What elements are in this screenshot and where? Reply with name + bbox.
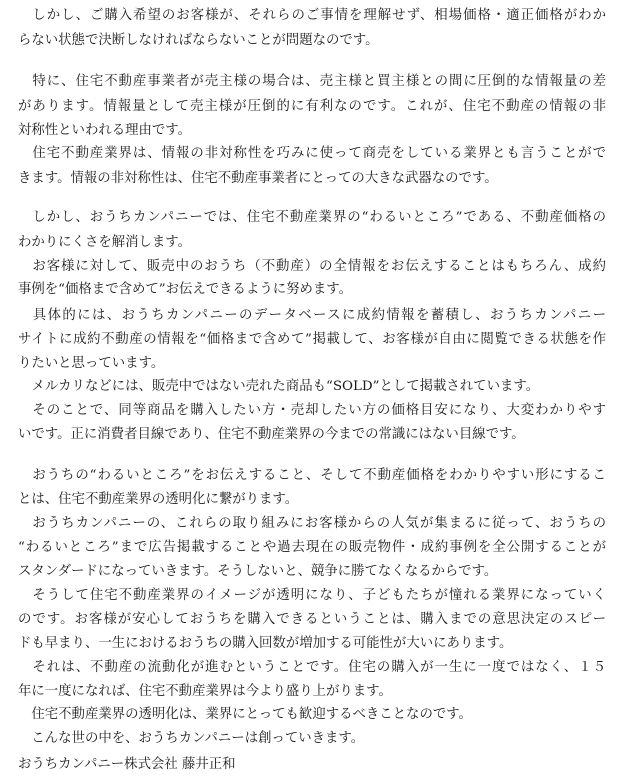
- text-line: お客様に対して、販売中のおうち（不動産）の全情報をお伝えすることはもちろん、成約: [18, 259, 606, 274]
- text-line: “わるいところ”まで広告掲載することや過去現在の販売物件・成約事例を全公開することが: [18, 540, 606, 555]
- text-line: こんな世の中を、おうちカンパニーは創っていきます。: [18, 731, 365, 746]
- text-line: わかりにくさを解消します。: [18, 235, 192, 250]
- text-line: ドも早まり、一生におけるおうちの購入回数が増加する可能性が大いにあります。: [18, 636, 513, 651]
- text-line: 対称性といわれる理由です。: [18, 123, 192, 138]
- text-line: とは、住宅不動産業界の透明化に繋がります。: [18, 492, 299, 507]
- text-line: そうして住宅不動産業界のイメージが透明になり、子どもたちが憧れる業界になっていく: [18, 588, 606, 603]
- text-line: 住宅不動産業界の透明化は、業界にとっても歓迎するべきことなのです。: [18, 707, 472, 722]
- text-line: らない状態で決断しなければならないことが問題なのです。: [18, 33, 379, 48]
- text-line: そのことで、同等商品を購入したい方・売却したい方の価格目安になり、大変わかりやす: [18, 403, 606, 418]
- text-line: のです。お客様が安心しておうちを購入できるということは、購入までの意思決定のスピー: [18, 612, 606, 627]
- text-line: きます。情報の非対称性は、住宅不動産事業者にとっての大きな武器なのです。: [18, 171, 498, 186]
- text-line: おうちの“わるいところ”をお伝えすること、そして不動産価格をわかりやすい形にするこ: [18, 468, 606, 483]
- text-line: しかし、ご購入希望のお客様が、それらのご事情を理解せず、相場価格・適正価格がわか: [18, 8, 606, 23]
- text-line: 事例を“価格まで含めて”お伝えできるように努めます。: [18, 282, 352, 297]
- text-line: サイトに成約不動産の情報を“価格まで含めて”掲載して、お客様が自由に閲覧できる状態を作: [18, 332, 606, 347]
- text-line: メルカリなどには、販売中ではない売れた商品も“SOLD”として掲載されています。: [18, 379, 540, 394]
- text-line: 特に、住宅不動産事業者が売主様の場合は、売主様と買主様との間に圧倒的な情報量の差: [18, 74, 606, 89]
- text-line: があります。情報量として売主様が圧倒的に有利なのです。これが、住宅不動産の情報の非: [18, 99, 606, 114]
- text-line: 年に一度になれば、住宅不動産業界は今より盛り上がります。: [18, 684, 392, 699]
- text-line: りたいと思っています。: [18, 356, 165, 371]
- signature: おうちカンパニー株式会社 藤井正和: [18, 757, 236, 772]
- text-line: 住宅不動産業界は、情報の非対称性を巧みに使って商売をしている業界とも言うことがで: [18, 146, 606, 161]
- text-line: おうちカンパニーの、これらの取り組みにお客様からの人気が集まるに従って、おうちの: [18, 516, 606, 531]
- text-line: しかし、おうちカンパニーでは、住宅不動産業界の“わるいところ”である、不動産価格の: [18, 210, 606, 225]
- text-line: それは、不動産の流動化が進むということです。住宅の購入が一生に一度ではなく、１５: [18, 660, 606, 675]
- text-line: スタンダードになっていきます。そうしないと、競争に勝てなくなるからです。: [18, 564, 498, 579]
- text-line: いです。正に消費者目線であり、住宅不動産業界の今までの常識にはない目線です。: [18, 427, 525, 442]
- text-line: 具体的には、おうちカンパニーのデータベースに成約情報を蓄積し、おうちカンパニー: [18, 308, 606, 323]
